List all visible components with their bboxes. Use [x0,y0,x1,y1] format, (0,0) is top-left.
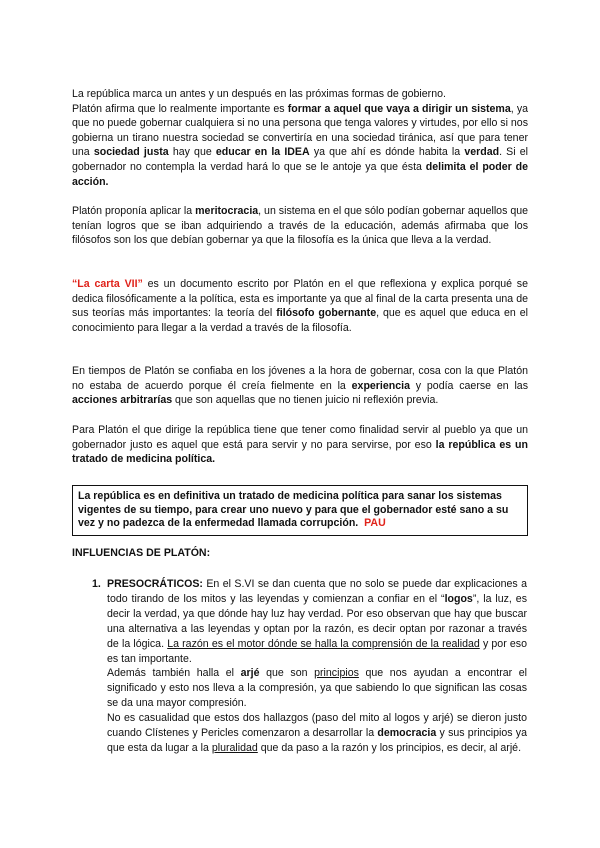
bold-span: la república es un tratado de medicina política. [72,438,528,466]
text-span: y por eso es tan importante. [107,637,527,665]
text-span: En el S.VI se dan cuenta que no solo se puede dar explicaciones a todo tirando de los mitos y las leyendas y comienzan a confiar en el “ [107,578,527,605]
list-item-presocraticos [107,577,527,756]
underlined-span: La razón es el motor dónde se halla la comprensión de la realidad [167,637,480,650]
paragraph-jovenes [72,364,528,408]
list-number: 1. [92,578,101,590]
bold-span: arjé [240,667,260,680]
red-title: “La carta VII” [72,278,143,290]
bold-span: formar a aquel que vaya a dirigir un sistema [287,102,511,115]
box-text: La república es en definitiva un tratado de medicina política para sanar los sistemas vigentes de su tiempo, para crear uno nuevo y para que el gobernador esté sano a su vez y no padezca de la enfermedad llamada corrupción. [78,490,509,530]
pau-summary-box [72,485,528,536]
paragraph-republica [72,87,528,189]
text-span: En tiempos de Platón se confiaba en los jóvenes a la hora de gobernar, cosa con la que Platón no estaba de acuerdo porque él creía fielmente en la [72,365,528,392]
bold-span: democracia [377,727,437,740]
text-span: que nos ayudan a encontrar el significado y esto nos lleva a la compresión, ya que sabiendo lo que significan las cosas se da una mayor compresión. [107,667,528,710]
text-span: , ya que no puede gobernar cualquiera si no una persona que tenga valores y virtudes, por ello si nos gobierna un tirano nuestra sociedad se convertiría en una sociedad tiránica, así que para tener una [72,102,529,159]
bold-span: sociedad justa [93,146,169,159]
paragraph-meritocracia [72,204,528,248]
bold-span: delimita el poder de acción. [72,160,528,188]
text-span: ”, la luz, es decir la verdad, ya que dónde hay luz hay verdad. Por eso observan que hay que buscar una alternativa a las leyendas y optan por la razón, es decir optan por razonar a través de la lógica. [107,592,527,650]
text-span: No es casualidad que estos dos hallazgos (paso del mito al logos y arjé) se dieron justo cuando Clístenes y Pericles comenzaron a desarrollar la [107,712,527,740]
text-span: Para Platón el que dirige la república tiene que tener como finalidad servir al pueblo ya que un gobernador justo es aquel que está para servir y no para servirse, por eso [72,424,528,451]
bold-span: educar en la IDEA [215,146,310,159]
text-span: hay que [168,146,216,159]
paragraph-servir [72,423,528,467]
pau-tag: PAU [364,517,386,530]
text-span: y sus principios ya que esta da lugar a la [107,727,527,754]
bold-span: acciones arbitrarías [72,394,173,407]
section-heading: INFLUENCIAS DE PLATÓN: [72,547,211,559]
paragraph-carta-vii [72,277,528,335]
bold-span: logos [444,592,473,605]
underlined-span: principios [314,667,359,680]
text-span: y podía caerse en las [409,379,528,392]
text-span: Además también halla el [107,667,241,680]
bold-span: verdad [464,146,500,159]
underlined-span: pluralidad [211,741,258,754]
text-span: La república marca un antes y un después en las próximas formas de gobierno. [72,88,446,100]
text-span: Platón proponía aplicar la [72,205,196,217]
text-span: es un documento escrito por Platón en el que reflexiona y explica porqué se dedica filosóficamente a la política, esta es importante ya que al final de la carta presenta una de sus teorías más importantes: la teoría del [72,278,528,320]
bold-span: filósofo gobernante [276,307,377,320]
item-title: PRESOCRÁTICOS: [107,578,203,590]
bold-span: experiencia [351,379,410,392]
text-span: Platón afirma que lo realmente importante es [72,102,288,115]
text-span: . Si el gobernador no contempla la verdad hará lo que se le antoje ya que ésta [72,146,528,173]
text-span: que son [259,667,315,680]
bold-span: meritocracia [195,205,259,217]
text-span: que da paso a la razón y los principios, es decir, al arjé. [257,741,522,754]
text-span: , un sistema en el que sólo podían gobernar aquellos que tenían logros que se iban adquiriendo a través de la educación, además afirmaba que los filósofos son los que debían gobernar ya que la filosofía es la única que lleva a la verdad. [72,205,528,247]
text-span: , que es aquel que educa en el conocimiento para llegar a la verdad a través de la filosofía. [72,307,528,334]
text-span: ya que ahí es dónde habita la [309,146,465,159]
text-span: que son aquellas que no tienen juicio ni reflexión previa. [172,394,439,407]
